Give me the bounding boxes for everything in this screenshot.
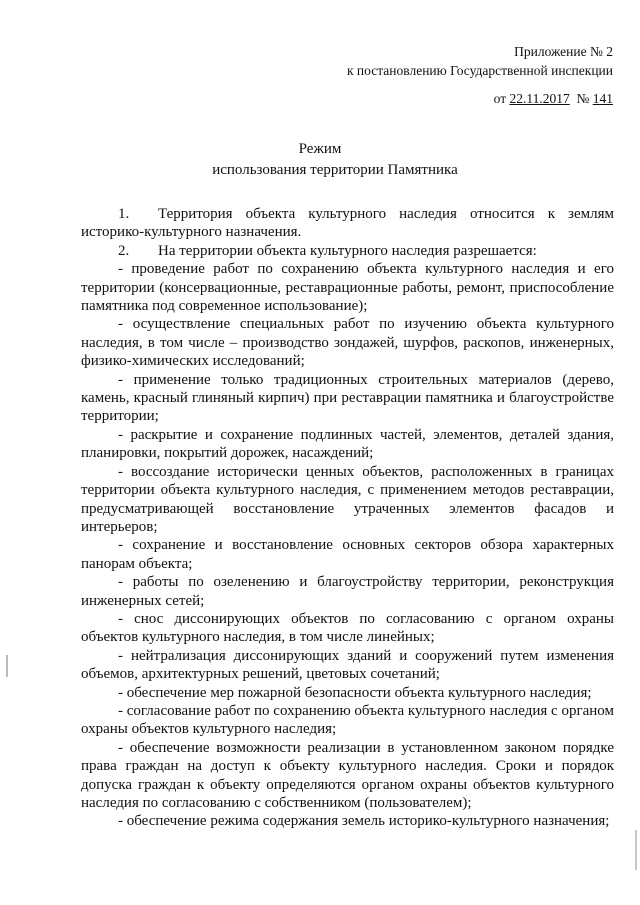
list-item bbox=[81, 610, 614, 647]
resolution-date: 22.11.2017 bbox=[509, 91, 570, 106]
list-item bbox=[81, 702, 614, 739]
list-item bbox=[81, 260, 614, 315]
list-item bbox=[81, 647, 614, 684]
list-item bbox=[81, 812, 614, 830]
title-line-2: использования территории Памятника bbox=[212, 162, 458, 178]
clause-text: - согласование работ по сохранению объекта культурного наследия с органом охраны объектов культурного наследия; bbox=[81, 702, 614, 738]
clause-text: - обеспечение режима содержания земель историко-культурного назначения; bbox=[118, 813, 610, 830]
clause-text: - воссоздание исторически ценных объектов, расположенных в границах территории объекта культурного наследия, с применением методов реставрации, предусматривающей восстановление утраченных элементов фасадов и интерьеров; bbox=[81, 463, 614, 535]
clause-text: - работы по озеленению и благоустройству территории, реконструкция инженерных сетей; bbox=[81, 574, 614, 609]
numbered-clause bbox=[81, 242, 614, 260]
document-body bbox=[81, 205, 614, 831]
clause-text: - раскрытие и сохранение подлинных частей, элементов, деталей здания, планировки, покрытий дорожек, насаждений; bbox=[81, 426, 614, 462]
appendix-number: Приложение № 2 bbox=[514, 44, 613, 59]
clause-text: - обеспечение возможности реализации в установленном законом порядке права граждан на доступ к объекту культурного наследия. Сроки и порядок допуска граждан к объекту определяются органом охраны объектов культурного наследия по согласованию с собственником (пользователем); bbox=[81, 739, 614, 811]
clause-text: - применение только традиционных строительных материалов (дерево, камень, красный глиняный кирпич) при реставрации памятника и благоустройстве территории; bbox=[81, 371, 614, 425]
clause-text: - осуществление специальных работ по изучению объекта культурного наследия, в том числе – производство зондажей, шурфов, раскопов, инженерных, физико-химических исследований; bbox=[81, 316, 614, 370]
clause-text: - нейтрализация диссонирующих зданий и сооружений путем изменения объемов, архитектурных решений, цветовых сочетаний; bbox=[81, 647, 614, 683]
scan-edge-mark-right bbox=[635, 830, 637, 870]
list-item bbox=[81, 684, 614, 702]
list-item bbox=[81, 315, 614, 370]
appendix-header bbox=[347, 42, 613, 80]
clause-text: - проведение работ по сохранению объекта культурного наследия и его территории (консервационные, реставрационные работы, ремонт, приспособление памятника под современное использование); bbox=[81, 261, 614, 315]
clause-text: На территории объекта культурного наследия разрешается: bbox=[158, 242, 537, 259]
list-item bbox=[81, 573, 614, 610]
resolution-number: 141 bbox=[592, 91, 613, 106]
clause-text: Территория объекта культурного наследия относится к землям историко-культурного назначения. bbox=[81, 206, 614, 241]
number-prefix: № bbox=[576, 91, 593, 106]
list-item bbox=[81, 426, 614, 463]
clause-number: 2. bbox=[118, 242, 130, 259]
list-item bbox=[81, 463, 614, 537]
clause-number: 1. bbox=[118, 206, 130, 222]
list-item bbox=[81, 739, 614, 813]
clause-text: - снос диссонирующих объектов по согласованию с органом охраны объектов культурного наследия, в том числе линейных; bbox=[81, 610, 614, 646]
list-item bbox=[81, 371, 614, 426]
date-prefix: от bbox=[493, 91, 510, 106]
document-title bbox=[0, 139, 640, 181]
clause-text: - сохранение и восстановление основных секторов обзора характерных панорам объекта; bbox=[81, 537, 614, 572]
title-line-1: Режим bbox=[298, 141, 342, 157]
list-item bbox=[81, 536, 614, 573]
appendix-reference: к постановлению Государственной инспекции bbox=[347, 63, 613, 78]
numbered-clause bbox=[81, 205, 614, 242]
clause-text: - обеспечение мер пожарной безопасности объекта культурного наследия; bbox=[118, 684, 592, 701]
scan-edge-mark bbox=[6, 655, 8, 677]
resolution-date-number bbox=[494, 89, 613, 108]
